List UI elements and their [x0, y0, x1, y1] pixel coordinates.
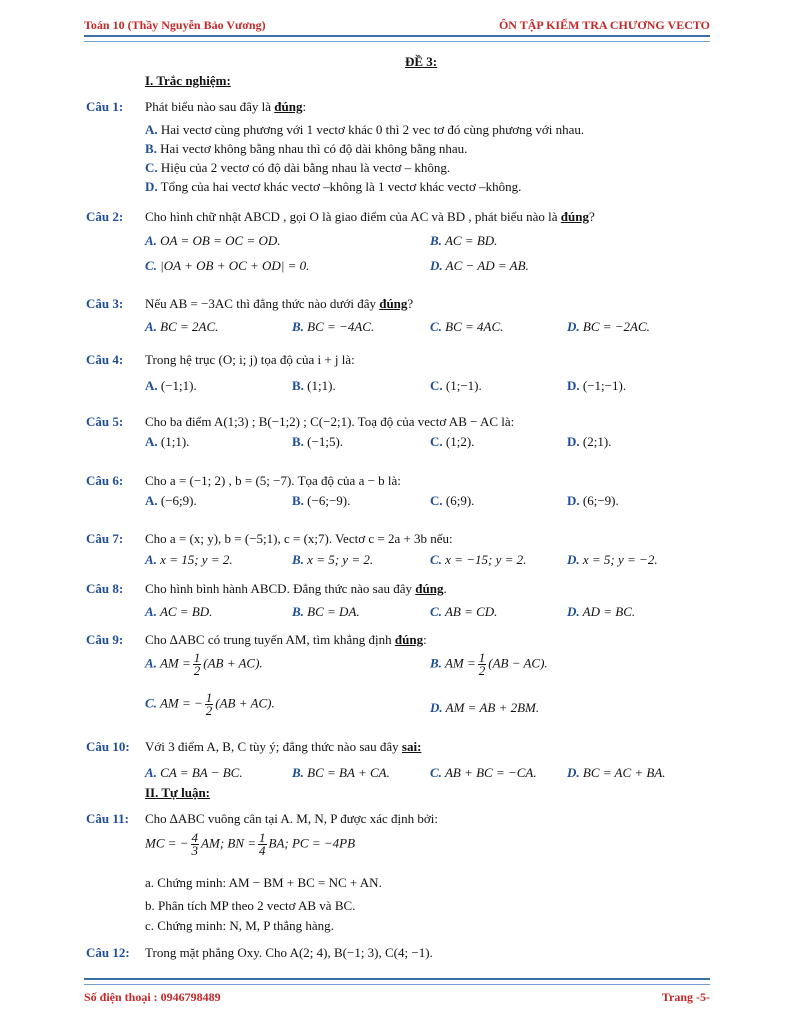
question-9-number: Câu 9: [86, 632, 124, 647]
q8-option-d [567, 604, 635, 620]
q1-a-text: Hai vectơ cùng phương với 1 vectơ khác 0 thì 2 vec tơ đó cùng phương với nhau. [160, 122, 585, 137]
q11-eq-post: BA; PC = −4PB [268, 835, 356, 851]
q8-a-text: AC = BD. [159, 604, 213, 619]
q3-stem: Nếu AB = −3AC thì đẳng thức nào dưới đây [145, 296, 376, 311]
q4-option-a [145, 378, 197, 394]
q9-c-den: 2 [205, 703, 213, 718]
q2-b-label: B. [430, 233, 442, 248]
q2-a-text: OA = OB = OC = OD. [160, 233, 281, 248]
question-11-number: Câu 11: [86, 811, 129, 826]
q1-c-text: Hiệu của 2 vectơ có độ dài bằng nhau là vectơ – không. [160, 160, 451, 175]
q9-d-label: D. [430, 700, 443, 715]
q6-option-d [567, 493, 619, 509]
q10-a-label: A. [145, 765, 157, 780]
q1-keyword: đúng [274, 99, 303, 114]
q9-c-num: 1 [205, 690, 213, 705]
question-7-number: Câu 7: [86, 531, 124, 546]
q7-option-a [145, 552, 233, 568]
q4-c-text: (1;−1). [445, 378, 482, 393]
q4-a-label: A. [145, 378, 158, 393]
question-2-number: Câu 2: [86, 209, 124, 224]
q5-a-text: (1;1). [160, 434, 190, 449]
q10-option-a [145, 765, 243, 781]
q9-option-d [430, 700, 539, 716]
q2-d-label: D. [430, 258, 443, 273]
question-6-text: Cho a = (−1; 2) , b = (5; −7). Tọa độ của a − b là: [145, 473, 401, 488]
question-8-text: Cho hình bình hành ABCD. Đẳng thức nào sau đây đúng. [145, 581, 447, 596]
q8-stem: Cho hình bình hành ABCD. Đẳng thức nào sau đây [145, 581, 413, 596]
q8-c-label: C. [430, 604, 442, 619]
q8-d-text: AD = BC. [582, 604, 636, 619]
q9-a-post: (AB + AC). [203, 655, 263, 671]
q1-d-label: D. [145, 179, 158, 194]
q4-option-c [430, 378, 482, 394]
q6-c-label: C. [430, 493, 443, 508]
q6-a-text: (−6;9). [160, 493, 197, 508]
q1-d-text: Tổng của hai vectơ khác vectơ –không là 1 vectơ khác vectơ –không. [160, 179, 522, 194]
q2-b-text: AC = BD. [444, 233, 498, 248]
q11-frac2-num: 1 [259, 830, 266, 845]
q2-a-label: A. [145, 233, 157, 248]
q4-option-d [567, 378, 626, 394]
q7-d-text: x = 5; y = −2. [582, 552, 658, 567]
q3-option-b [292, 319, 374, 335]
q2-d-text: AC − AD = AB. [445, 258, 529, 273]
q10-b-label: B. [292, 765, 304, 780]
q5-option-d [567, 434, 611, 450]
q9-c-fraction [205, 692, 214, 717]
question-4-text: Trong hệ trục (O; i; j) tọa độ của i + j là: [145, 352, 355, 367]
q9-a-num: 1 [193, 650, 201, 665]
footer-phone: Số điện thoại : 0946798489 [84, 990, 221, 1004]
q6-option-b [292, 493, 350, 509]
q7-option-c [430, 552, 526, 568]
q2-c-text: |OA + OB + OC + OD| = 0. [160, 258, 310, 273]
q10-option-d [567, 765, 666, 781]
q5-d-text: (2;1). [582, 434, 612, 449]
q11-part-c: c. Chứng minh: N, M, P thẳng hàng. [145, 918, 334, 933]
question-8-number: Câu 8: [86, 581, 124, 596]
section-essay: II. Tự luận: [145, 785, 211, 800]
header-right: ÔN TẬP KIỂM TRA CHƯƠNG VECTO [498, 18, 710, 32]
q2-keyword: đúng [560, 209, 589, 224]
q9-option-a [145, 652, 263, 677]
q7-a-label: A. [145, 552, 157, 567]
q8-d-label: D. [567, 604, 580, 619]
question-9-text: Cho ∆ABC có trung tuyến AM, tìm khẳng định đúng: [145, 632, 427, 647]
q10-c-text: AB + BC = −CA. [444, 765, 537, 780]
question-12-number: Câu 12: [86, 945, 130, 960]
question-1-number: Câu 1: [86, 99, 124, 114]
q1-b-text: Hai vectơ không bằng nhau thì có độ dài không bằng nhau. [160, 141, 468, 156]
q9-b-pre: AM = [444, 655, 476, 671]
q1-option-c [145, 160, 450, 176]
q10-b-text: BC = BA + CA. [307, 765, 390, 780]
q9-a-den: 2 [193, 663, 201, 678]
q9-b-den: 2 [478, 663, 486, 678]
q9-option-c [145, 692, 275, 717]
q4-c-label: C. [430, 378, 443, 393]
question-11-text: Cho ∆ABC vuông cân tại A. M, N, P được xác định bởi: [145, 811, 438, 826]
question-6-number: Câu 6: [86, 473, 124, 488]
q3-b-text: BC = −4AC. [307, 319, 375, 334]
q2-option-c [145, 258, 309, 274]
q8-a-label: A. [145, 604, 157, 619]
q11-eq-mid: AM; BN = [201, 835, 257, 851]
q5-c-text: (1;2). [445, 434, 475, 449]
q9-c-post: (AB + AC). [215, 695, 275, 711]
q7-option-b [292, 552, 373, 568]
q2-option-a [145, 233, 281, 249]
q4-b-label: B. [292, 378, 304, 393]
q9-stem: Cho ∆ABC có trung tuyến AM, tìm khẳng định [145, 632, 392, 647]
q5-a-label: A. [145, 434, 158, 449]
q10-option-b [292, 765, 390, 781]
q10-c-label: C. [430, 765, 442, 780]
q4-b-text: (1;1). [307, 378, 336, 393]
question-5-number: Câu 5: [86, 414, 124, 429]
q4-a-text: (−1;1). [160, 378, 197, 393]
q11-frac1-den: 3 [191, 843, 199, 858]
q7-c-text: x = −15; y = 2. [445, 552, 527, 567]
q5-b-label: B. [292, 434, 304, 449]
section-multiple-choice: I. Trắc nghiệm: [145, 73, 231, 88]
q6-d-label: D. [567, 493, 580, 508]
q8-b-label: B. [292, 604, 304, 619]
q10-a-text: CA = BA − BC. [160, 765, 243, 780]
q11-eq-pre: MC = − [145, 835, 189, 851]
q7-c-label: C. [430, 552, 442, 567]
q2-option-d [430, 258, 529, 274]
q7-a-text: x = 15; y = 2. [160, 552, 233, 567]
q3-option-d [567, 319, 650, 335]
q6-b-text: (−6;−9). [307, 493, 351, 508]
q3-c-text: BC = 4AC. [445, 319, 504, 334]
q10-keyword: sai: [401, 739, 422, 754]
q1-c-label: C. [145, 160, 158, 175]
q8-option-c [430, 604, 497, 620]
q6-option-c [430, 493, 474, 509]
q2-stem: Cho hình chữ nhật ABCD , gọi O là giao điểm của AC và BD , phát biểu nào là [145, 209, 558, 224]
q9-a-fraction [193, 652, 202, 677]
exam-title: ĐỀ 3: [405, 54, 438, 69]
question-3-number: Câu 3: [86, 296, 124, 311]
q2-c-label: C. [145, 258, 157, 273]
q10-d-text: BC = AC + BA. [582, 765, 666, 780]
q9-option-b [430, 652, 548, 677]
q4-option-b [292, 378, 336, 394]
q5-b-text: (−1;5). [307, 434, 344, 449]
q1-option-d [145, 179, 521, 195]
q1-a-label: A. [145, 122, 158, 137]
q5-option-c [430, 434, 474, 450]
q9-keyword: đúng [394, 632, 424, 647]
q9-a-pre: AM = [159, 655, 191, 671]
q7-b-label: B. [292, 552, 304, 567]
question-5-text: Cho ba điểm A(1;3) ; B(−1;2) ; C(−2;1). Toạ độ của vectơ AB − AC là: [145, 414, 515, 429]
q5-option-a [145, 434, 189, 450]
q3-option-c [430, 319, 503, 335]
page-header [84, 16, 710, 34]
q10-d-label: D. [567, 765, 580, 780]
q3-keyword: đúng [379, 296, 408, 311]
q8-b-text: BC = DA. [307, 604, 360, 619]
question-10-number: Câu 10: [86, 739, 130, 754]
q8-option-a [145, 604, 212, 620]
q4-d-text: (−1;−1). [582, 378, 627, 393]
q4-d-label: D. [567, 378, 580, 393]
footer-rule [84, 978, 710, 985]
q11-part-a: a. Chứng minh: AM − BM + BC = NC + AN. [145, 875, 382, 890]
q3-a-label: A. [145, 319, 157, 334]
q3-b-label: B. [292, 319, 304, 334]
q3-d-label: D. [567, 319, 580, 334]
q1-option-a [145, 122, 584, 138]
q3-d-text: BC = −2AC. [582, 319, 650, 334]
q1-option-b [145, 141, 467, 157]
q9-b-post: (AB − AC). [488, 655, 548, 671]
question-7-text: Cho a = (x; y), b = (−5;1), c = (x;7). Vectơ c = 2a + 3b nếu: [145, 531, 453, 546]
q11-frac2-den: 4 [259, 843, 266, 858]
question-4-number: Câu 4: [86, 352, 124, 367]
question-1-text: Phát biểu nào sau đây là đúng: [145, 99, 307, 114]
q9-b-fraction [478, 652, 487, 677]
q1-stem: Phát biểu nào sau đây là [145, 99, 271, 114]
question-3-text: Nếu AB = −3AC thì đẳng thức nào dưới đây đúng? [145, 296, 414, 311]
q6-b-label: B. [292, 493, 304, 508]
q9-a-label: A. [145, 655, 157, 671]
q11-frac1-num: 4 [191, 830, 199, 845]
q11-frac-4-3 [191, 832, 200, 857]
q6-c-text: (6;9). [445, 493, 475, 508]
q5-c-label: C. [430, 434, 443, 449]
q9-d-text: AM = AB + 2BM. [445, 700, 540, 715]
q9-c-pre: AM = − [159, 695, 203, 711]
q7-option-d [567, 552, 658, 568]
q5-option-b [292, 434, 343, 450]
q9-b-label: B. [430, 655, 442, 671]
q6-a-label: A. [145, 493, 158, 508]
q2-option-b [430, 233, 497, 249]
q8-keyword: đúng [415, 581, 444, 596]
q5-d-label: D. [567, 434, 580, 449]
q6-d-text: (6;−9). [582, 493, 619, 508]
header-left: Toán 10 (Thầy Nguyễn Bảo Vương) [84, 18, 266, 32]
q8-option-b [292, 604, 360, 620]
q10-stem: Với 3 điểm A, B, C tùy ý; đẳng thức nào sau đây [145, 739, 399, 754]
q6-option-a [145, 493, 197, 509]
q3-c-label: C. [430, 319, 442, 334]
q11-part-b: b. Phân tích MP theo 2 vectơ AB và BC. [145, 898, 356, 913]
question-12-text: Trong mặt phẳng Oxy. Cho A(2; 4), B(−1; 3), C(4; −1). [145, 945, 433, 960]
question-10-text [145, 739, 421, 755]
q9-b-num: 1 [478, 650, 486, 665]
header-rule [84, 35, 710, 42]
q7-d-label: D. [567, 552, 580, 567]
q11-equation [145, 832, 355, 857]
q8-c-text: AB = CD. [444, 604, 498, 619]
q11-frac-1-4 [258, 832, 267, 857]
q10-option-c [430, 765, 537, 781]
q1-b-label: B. [145, 141, 157, 156]
q9-c-label: C. [145, 695, 157, 711]
question-2-text: Cho hình chữ nhật ABCD , gọi O là giao điểm của AC và BD , phát biểu nào là đúng? [145, 209, 595, 224]
q3-a-text: BC = 2AC. [160, 319, 219, 334]
q7-b-text: x = 5; y = 2. [307, 552, 374, 567]
q3-option-a [145, 319, 218, 335]
footer-page-number: Trang -5- [661, 990, 710, 1004]
